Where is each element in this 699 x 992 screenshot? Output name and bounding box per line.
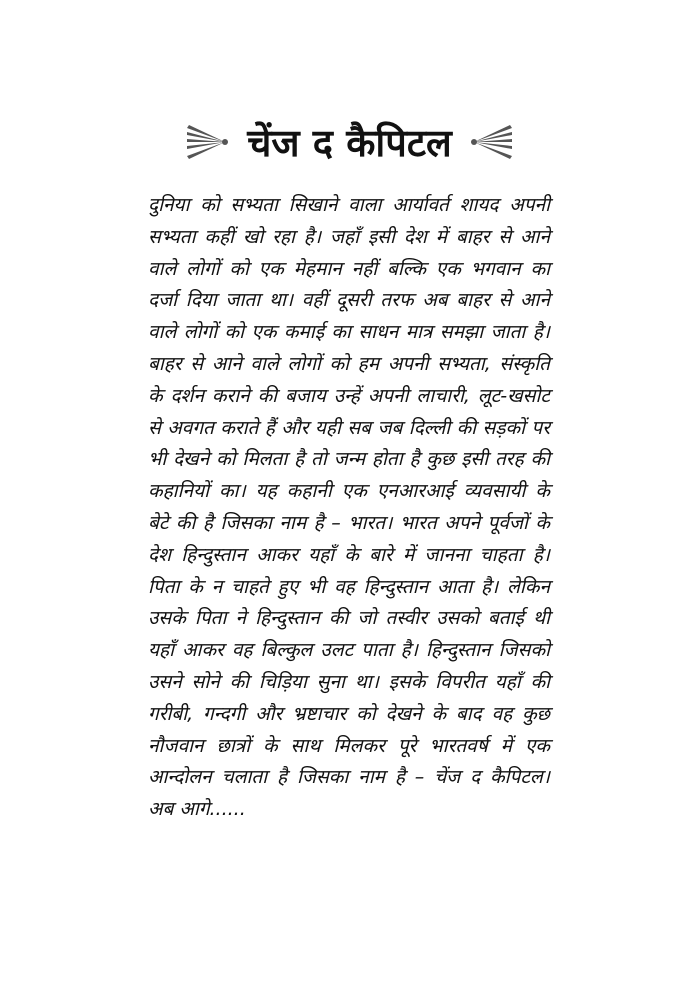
text-line: यहाँ आकर वह बिल्कुल उलट पाता है। हिन्दुस्तान जिसको: [148, 639, 550, 662]
text-line: के दर्शन कराने की बजाय उन्हें अपनी लाचारी, लूट-खसोट: [148, 384, 550, 407]
chapter-heading: [0, 112, 699, 172]
text-line: गरीबी, गन्दगी और भ्रष्टाचार को देखने के बाद वह कुछ: [148, 702, 550, 725]
text-line: उसके पिता ने हिन्दुस्तान की जो तस्वीर उसको बताई थी: [148, 607, 550, 630]
text-line: दर्जा दिया जाता था। वहीं दूसरी तरफ अब बाहर से आने: [148, 289, 550, 312]
chapter-body: [148, 190, 550, 826]
text-line: भी देखने को मिलता है तो जन्म होता है कुछ इसी तरह की: [148, 448, 550, 471]
text-line: वाले लोगों को एक मेहमान नहीं बल्कि एक भगवान का: [148, 257, 550, 280]
text-line: आन्दोलन चलाता है जिसका नाम है – चेंज द कैपिटल।: [148, 766, 550, 789]
text-line-last: अब आगे......: [148, 798, 246, 821]
text-line: से अवगत कराते हैं और यही सब जब दिल्ली की सड़कों पर: [148, 416, 550, 439]
text-line: बाहर से आने वाले लोगों को हम अपनी सभ्यता, संस्कृति: [148, 352, 550, 375]
text-line: नौजवान छात्रों के साथ मिलकर पूरे भारतवर्ष में एक: [148, 734, 550, 757]
text-line: सभ्यता कहीं खो रहा है। जहाँ इसी देश में बाहर से आने: [148, 225, 550, 248]
text-line: वाले लोगों को एक कमाई का साधन मात्र समझा जाता है।: [148, 321, 550, 344]
text-line: कहानियों का। यह कहानी एक एनआरआई व्यवसायी के: [148, 480, 550, 503]
text-line: दुनिया को सभ्यता सिखाने वाला आर्यावर्त शायद अपनी: [148, 194, 550, 216]
fan-ornament-left-icon: [185, 122, 229, 162]
chapter-title: चेंज द कैपिटल: [247, 121, 452, 165]
text-line: पिता के न चाहते हुए भी वह हिन्दुस्तान आता है। लेकिन: [148, 575, 550, 598]
text-line: उसने सोने की चिड़िया सुना था। इसके विपरीत यहाँ की: [148, 670, 550, 693]
text-line: देश हिन्दुस्तान आकर यहाँ के बारे में जानना चाहता है।: [148, 543, 550, 566]
text-line: बेटे की है जिसका नाम है – भारत। भारत अपने पूर्वजों के: [148, 511, 550, 534]
fan-ornament-right-icon: [470, 122, 514, 162]
